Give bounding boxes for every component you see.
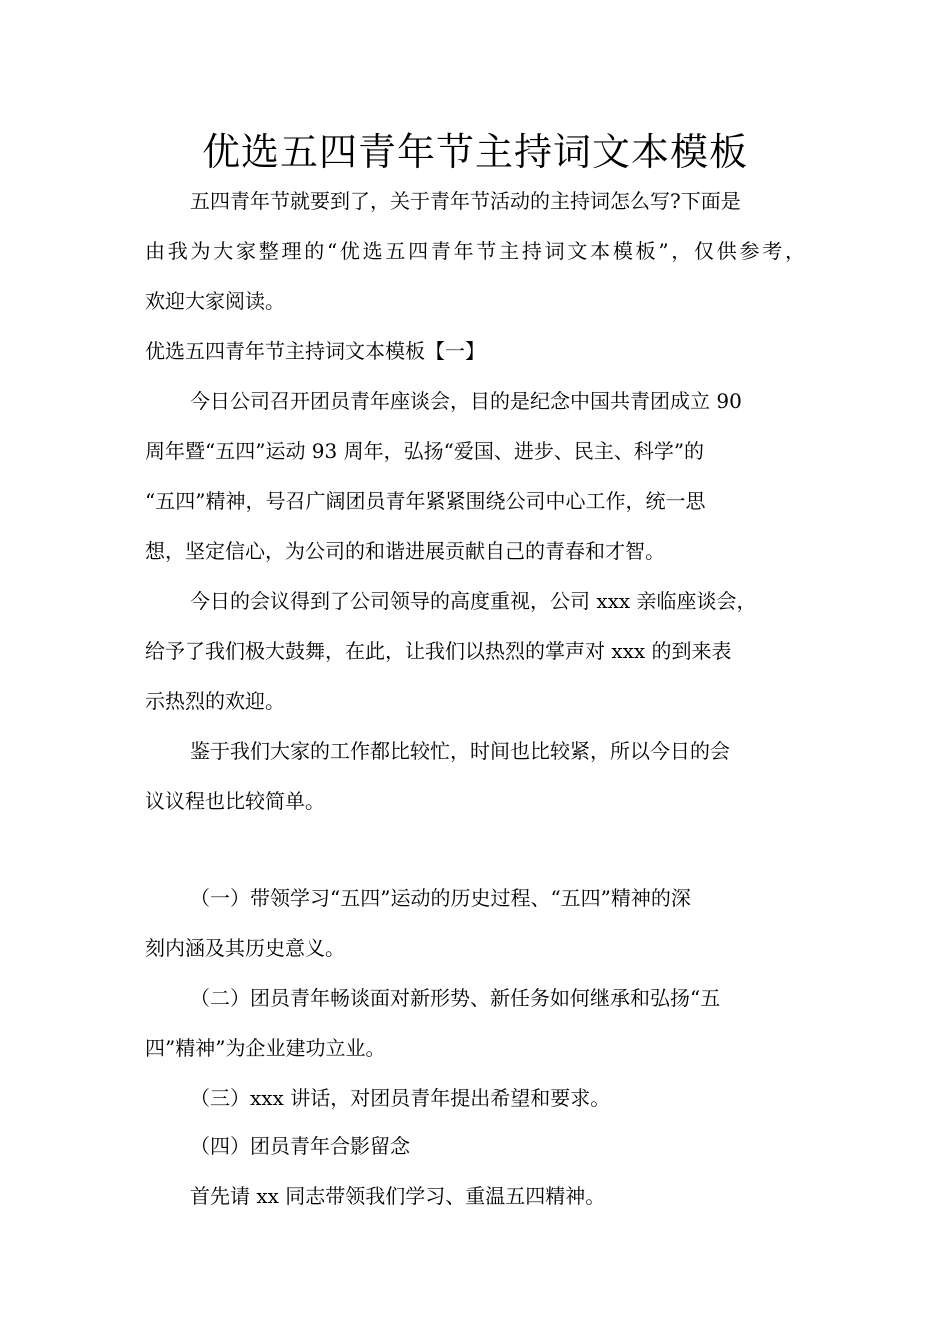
section-heading: 优选五四青年节主持词文本模板【一】 xyxy=(145,339,485,363)
document-title: 优选五四青年节主持词文本模板 xyxy=(201,130,748,174)
intro-line-2: 由我为大家整理的“优选五四青年节主持词文本模板”，仅供参考， xyxy=(145,239,805,263)
agenda-item-4: （四）团员青年合影留念 xyxy=(190,1134,410,1158)
para1-line-4: 想，坚定信心，为公司的和谐进展贡献自己的青春和才智。 xyxy=(145,539,665,563)
intro-line-3: 欢迎大家阅读。 xyxy=(145,289,285,313)
para3-line-1: 鉴于我们大家的工作都比较忙，时间也比较紧，所以今日的会 xyxy=(190,739,730,763)
closing-line: 首先请 xx 同志带领我们学习、重温五四精神。 xyxy=(190,1184,606,1208)
agenda-item-3: （三）xxx 讲话，对团员青年提出希望和要求。 xyxy=(190,1086,611,1110)
para3-line-2: 议议程也比较简单。 xyxy=(145,789,325,813)
agenda-item-1-line-1: （一）带领学习“五四”运动的历史过程、“五四”精神的深 xyxy=(190,886,691,910)
intro-line-1: 五四青年节就要到了，关于青年节活动的主持词怎么写?下面是 xyxy=(190,189,741,213)
agenda-item-2-line-1: （二）团员青年畅谈面对新形势、新任务如何继承和弘扬“五 xyxy=(190,986,721,1010)
agenda-item-1-line-2: 刻内涵及其历史意义。 xyxy=(145,936,345,960)
para1-line-3: “五四”精神，号召广阔团员青年紧紧围绕公司中心工作，统一思 xyxy=(145,489,706,513)
para1-line-1: 今日公司召开团员青年座谈会，目的是纪念中国共青团成立 90 xyxy=(190,389,742,413)
para2-line-1: 今日的会议得到了公司领导的高度重视，公司 xxx 亲临座谈会， xyxy=(190,589,757,613)
para2-line-3: 示热烈的欢迎。 xyxy=(145,689,285,713)
agenda-item-2-line-2: 四”精神”为企业建功立业。 xyxy=(145,1036,386,1060)
para1-line-2: 周年暨“五四”运动 93 周年，弘扬“爱国、进步、民主、科学”的 xyxy=(145,439,705,463)
para2-line-2: 给予了我们极大鼓舞，在此，让我们以热烈的掌声对 xxx 的到来表 xyxy=(145,639,732,663)
